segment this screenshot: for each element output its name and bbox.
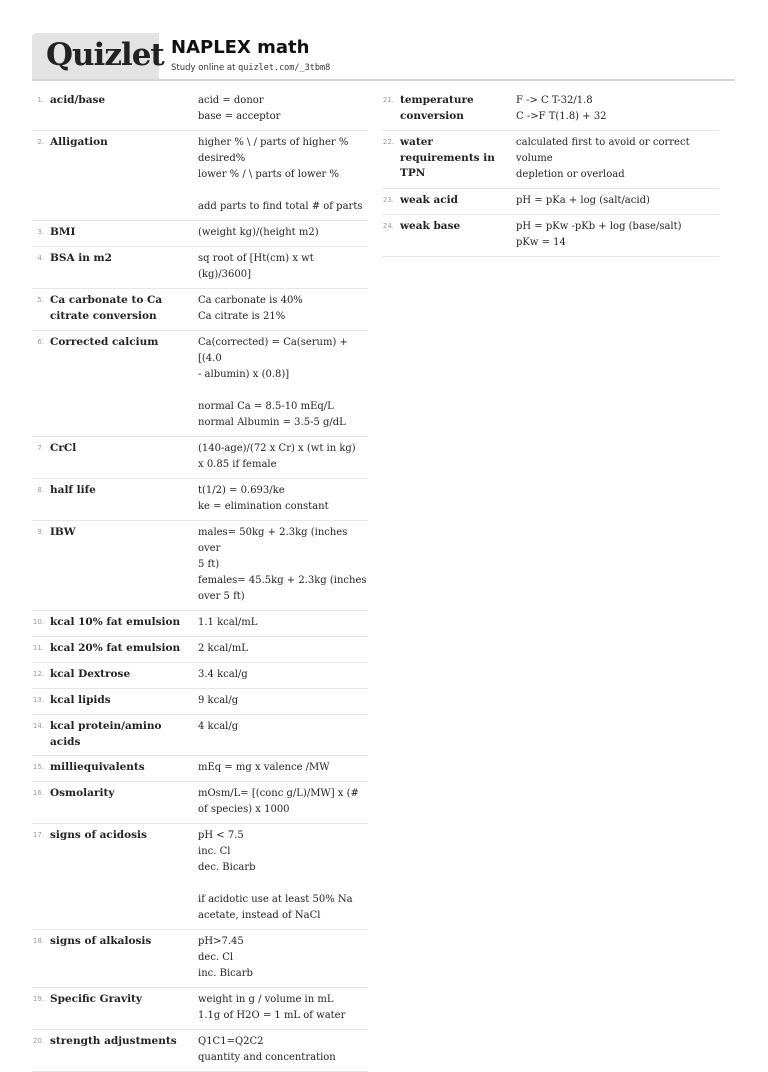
card-row — [32, 1030, 368, 1072]
subtitle-prefix: Study online at — [171, 63, 239, 73]
right-column — [382, 89, 719, 257]
card-row — [382, 215, 719, 257]
card-number: 13. — [32, 696, 44, 704]
study-online-line — [171, 63, 330, 73]
card-term: BMI — [50, 226, 76, 238]
card-term: Ca carbonate to Ca citrate conversion — [50, 294, 163, 322]
card-term: strength adjustments — [50, 1035, 177, 1047]
card-definition: (140-age)/(72 x Cr) x (wt in kg) x 0.85 if female — [198, 443, 356, 470]
card-row — [32, 289, 368, 331]
card-row — [32, 131, 368, 221]
card-term: BSA in m2 — [50, 252, 112, 264]
card-number: 5. — [37, 296, 44, 304]
card-number: 8. — [37, 486, 44, 494]
card-row — [32, 89, 368, 131]
card-row — [32, 479, 368, 521]
card-term: milliequivalents — [50, 761, 145, 773]
card-row — [32, 331, 368, 437]
card-number: 19. — [32, 995, 44, 1003]
card-row — [32, 663, 368, 689]
card-term: weak acid — [400, 194, 458, 206]
quizlet-logo[interactable] — [32, 33, 164, 79]
card-number: 14. — [32, 722, 44, 730]
card-term: kcal 10% fat emulsion — [50, 616, 181, 628]
card-definition: mOsm/L= [(conc g/L)/MW] x (# of species) x 1000 — [198, 788, 359, 815]
card-definition: sq root of [Ht(cm) x wt (kg)/3600] — [198, 253, 314, 280]
page-header — [32, 33, 735, 81]
card-term: CrCl — [50, 442, 77, 454]
card-number: 12. — [32, 670, 44, 678]
card-definition: Ca carbonate is 40% Ca citrate is 21% — [198, 295, 303, 322]
card-row — [382, 89, 719, 131]
card-definition: mEq = mg x valence /MW — [198, 762, 330, 773]
card-term: kcal protein/amino acids — [50, 720, 162, 748]
card-number: 3. — [37, 228, 44, 236]
card-term: Specific Gravity — [50, 993, 143, 1005]
card-term: acid/base — [50, 94, 106, 106]
card-definition: higher % \ / parts of higher % desired% lower % / \ parts of lower % add parts to find total # of parts — [198, 137, 363, 212]
card-definition: males= 50kg + 2.3kg (inches over 5 ft) females= 45.5kg + 2.3kg (inches over 5 ft) — [198, 527, 367, 602]
card-term: Alligation — [50, 136, 108, 148]
card-number: 20. — [32, 1037, 44, 1045]
card-term: signs of acidosis — [50, 829, 147, 841]
card-definition: pH>7.45 dec. Cl inc. Bicarb — [198, 936, 253, 979]
card-row — [32, 437, 368, 479]
card-row — [382, 189, 719, 215]
card-number: 1. — [37, 96, 44, 104]
card-definition: pH = pKw -pKb + log (base/salt) pKw = 14 — [516, 221, 682, 248]
card-term: signs of alkalosis — [50, 935, 152, 947]
card-number: 16. — [32, 789, 44, 797]
card-definition: 3.4 kcal/g — [198, 669, 248, 680]
card-definition: Q1C1=Q2C2 quantity and concentration — [198, 1036, 336, 1063]
card-definition: 2 kcal/mL — [198, 643, 248, 654]
study-url-link[interactable]: quizlet.com/_3tbm8 — [238, 63, 331, 73]
logo-text: Quizlet — [46, 37, 164, 73]
card-row — [382, 131, 719, 189]
card-definition: pH < 7.5 inc. Cl dec. Bicarb if acidotic use at least 50% Na acetate, instead of NaCl — [198, 830, 353, 921]
card-row — [32, 824, 368, 930]
card-definition: calculated first to avoid or correct volume depletion or overload — [516, 137, 690, 180]
card-definition: acid = donor base = acceptor — [198, 95, 281, 122]
card-term: water requirements in TPN — [400, 136, 495, 179]
card-number: 9. — [37, 528, 44, 536]
card-number: 6. — [37, 338, 44, 346]
card-definition: (weight kg)/(height m2) — [198, 227, 319, 238]
card-number: 21. — [382, 96, 394, 104]
card-row — [32, 247, 368, 289]
card-row — [32, 715, 368, 756]
card-term: IBW — [50, 526, 76, 538]
card-number: 10. — [32, 618, 44, 626]
card-number: 7. — [37, 444, 44, 452]
card-row — [32, 782, 368, 824]
card-row — [32, 611, 368, 637]
card-number: 23. — [382, 196, 394, 204]
card-term: weak base — [400, 220, 461, 232]
card-number: 4. — [37, 254, 44, 262]
card-definition: Ca(corrected) = Ca(serum) + [(4.0 - albumin) x (0.8)] normal Ca = 8.5-10 mEq/L normal Albumin = 3.5-5 g/dL — [198, 337, 348, 428]
card-row — [32, 930, 368, 988]
card-row — [32, 521, 368, 611]
card-number: 17. — [32, 831, 44, 839]
card-definition: t(1/2) = 0.693/ke ke = elimination constant — [198, 485, 329, 512]
card-term: kcal 20% fat emulsion — [50, 642, 181, 654]
card-definition: 1.1 kcal/mL — [198, 617, 258, 628]
card-row — [32, 689, 368, 715]
card-number: 22. — [382, 138, 394, 146]
card-term: temperature conversion — [400, 94, 474, 122]
page-title: NAPLEX math — [171, 37, 310, 58]
card-term: half life — [50, 484, 96, 496]
card-definition: F -> C T-32/1.8 C ->F T(1.8) + 32 — [516, 95, 607, 122]
card-number: 2. — [37, 138, 44, 146]
card-number: 15. — [32, 763, 44, 771]
card-definition: 9 kcal/g — [198, 695, 239, 706]
card-term: Osmolarity — [50, 787, 115, 799]
left-column — [32, 89, 368, 1072]
card-number: 11. — [32, 644, 44, 652]
header-divider — [32, 79, 735, 81]
card-number: 18. — [32, 937, 44, 945]
card-definition: 4 kcal/g — [198, 721, 239, 732]
card-term: Corrected calcium — [50, 336, 159, 348]
card-term: kcal Dextrose — [50, 668, 131, 680]
card-row — [32, 756, 368, 782]
card-term: kcal lipids — [50, 694, 111, 706]
card-row — [32, 221, 368, 247]
card-definition: weight in g / volume in mL 1.1g of H2O = 1 mL of water — [198, 994, 346, 1021]
card-row — [32, 637, 368, 663]
card-number: 24. — [382, 222, 394, 230]
card-definition: pH = pKa + log (salt/acid) — [516, 195, 650, 206]
